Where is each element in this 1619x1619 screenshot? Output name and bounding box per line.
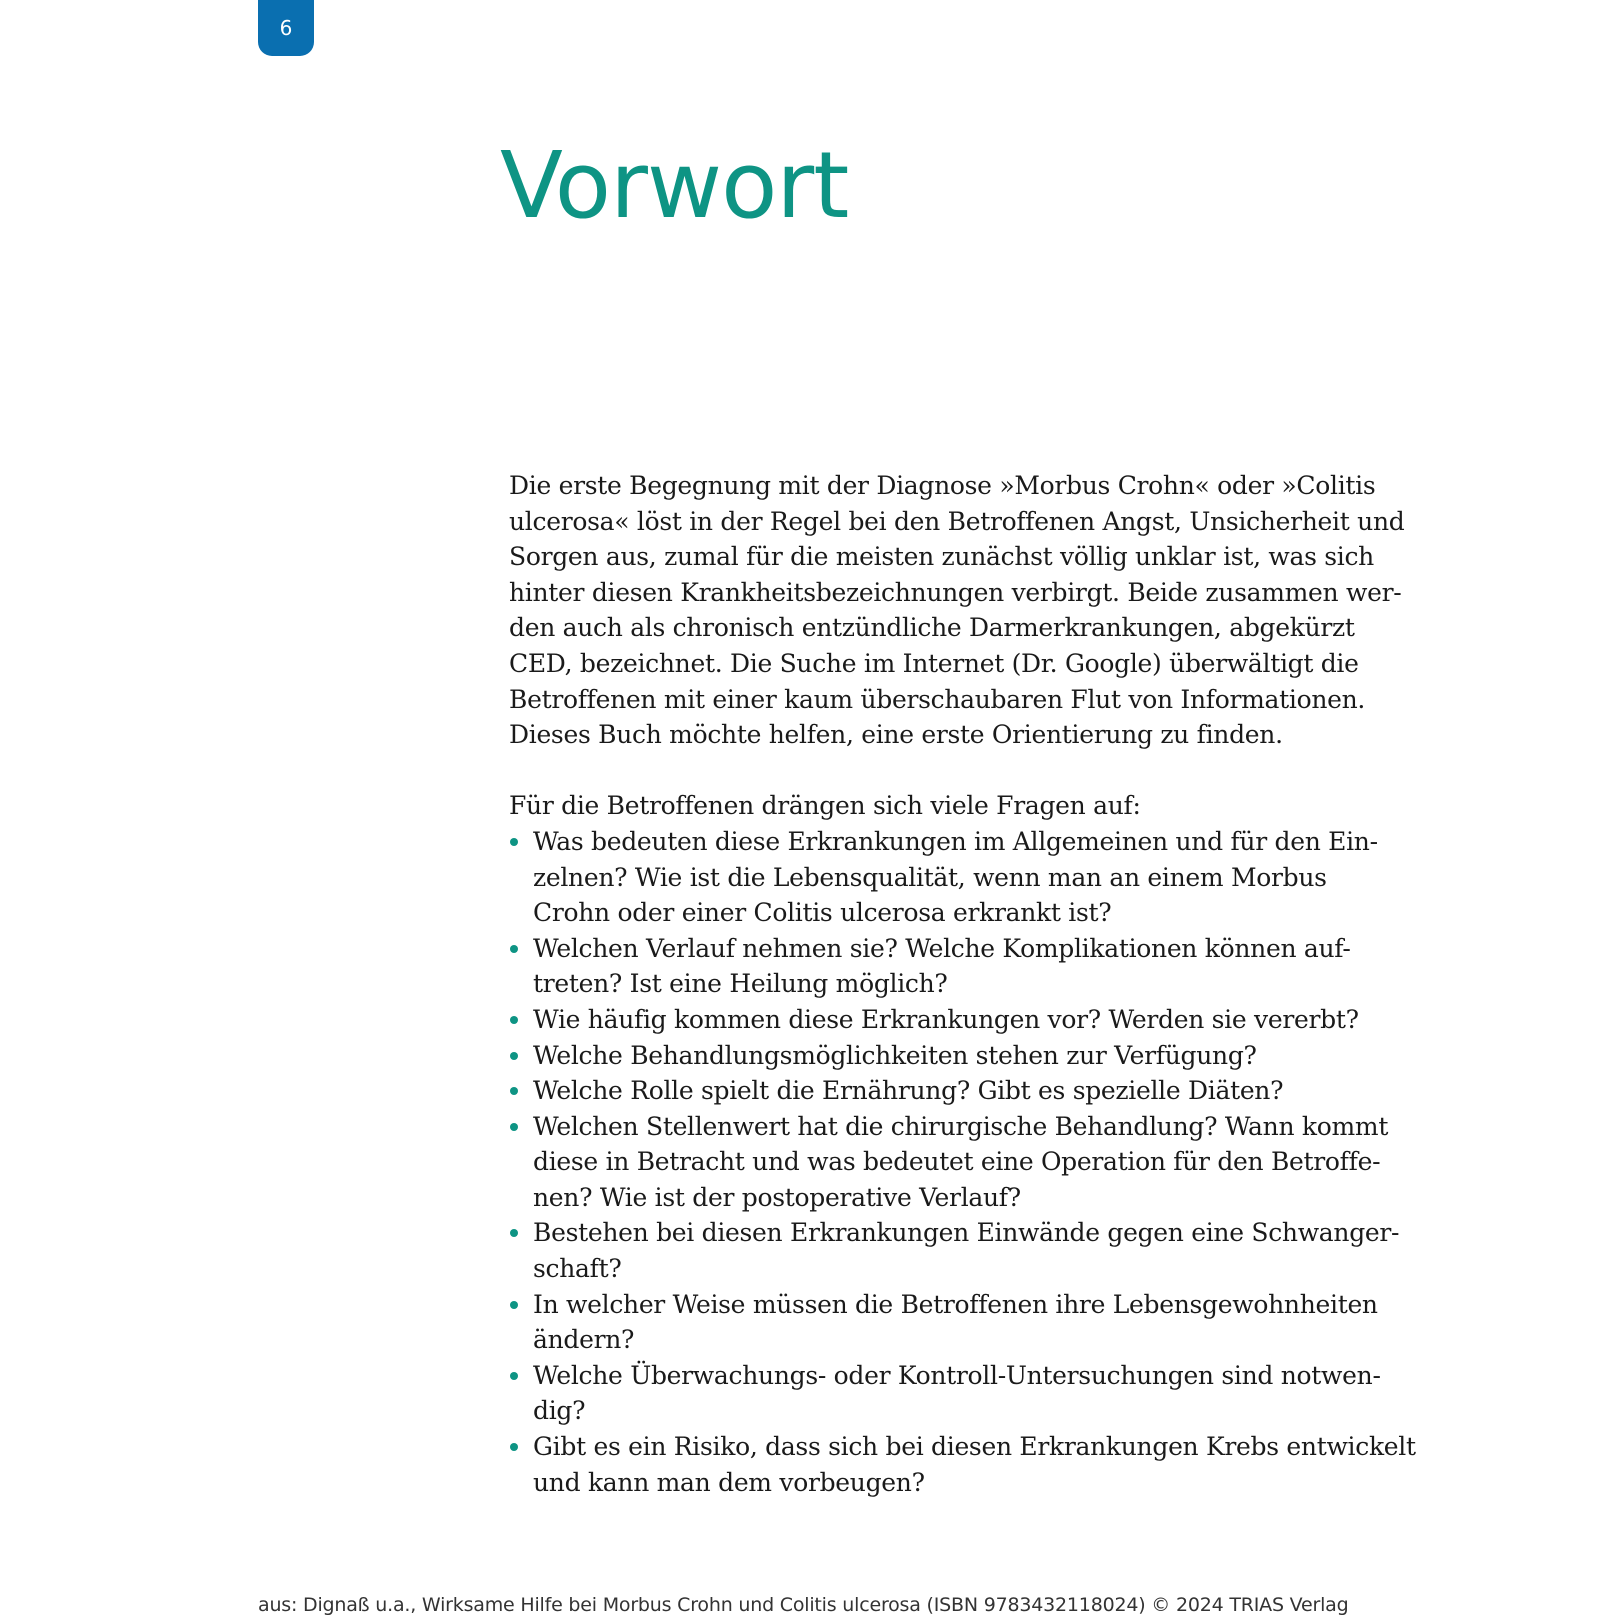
list-item-line: nen? Wie ist der postoperative Verlauf? xyxy=(533,1182,1021,1212)
list-item-line: ändern? xyxy=(533,1325,635,1355)
list-item-line: dig? xyxy=(533,1396,586,1426)
page-title: Vorwort xyxy=(500,132,849,239)
list-item-line: zelnen? Wie ist die Lebensqualität, wenn man an einem Morbus xyxy=(533,862,1327,892)
page-number-tab xyxy=(258,0,314,56)
list-item-line: Was bedeuten diese Erkrankungen im Allgemeinen und für den Ein- xyxy=(533,826,1378,856)
list-item xyxy=(509,824,1378,931)
list-item-line: Gibt es ein Risiko, dass sich bei diesen Erkrankungen Krebs entwickelt xyxy=(533,1432,1416,1462)
intro-paragraph xyxy=(509,468,1405,753)
page-number: 6 xyxy=(279,16,293,40)
list-item xyxy=(509,1038,1339,1074)
list-item-line: Crohn oder einer Colitis ulcerosa erkrankt ist? xyxy=(533,898,1112,928)
intro-line: hinter diesen Krankheitsbezeichnungen verbirgt. Beide zusammen wer- xyxy=(509,577,1402,607)
list-item-line: Welchen Stellenwert hat die chirurgische Behandlung? Wann kommt xyxy=(533,1111,1389,1141)
list-item-line: Bestehen bei diesen Erkrankungen Einwände gegen eine Schwanger- xyxy=(533,1218,1400,1248)
list-item-line: Welche Behandlungsmöglichkeiten stehen zur Verfügung? xyxy=(533,1040,1257,1070)
list-item-line: schaft? xyxy=(533,1254,622,1284)
list-item xyxy=(509,1215,1400,1286)
body-text xyxy=(509,468,1416,1500)
intro-line: Sorgen aus, zumal für die meisten zunächst völlig unklar ist, was sich xyxy=(509,542,1374,572)
intro-line: ulcerosa« löst in der Regel bei den Betroffenen Angst, Unsicherheit und xyxy=(509,506,1405,536)
list-item xyxy=(509,1429,1416,1500)
list-item-line: In welcher Weise müssen die Betroffenen ihre Lebensgewohnheiten xyxy=(533,1289,1378,1319)
list-item-line: diese in Betracht und was bedeutet eine Operation für den Betroffe- xyxy=(533,1147,1381,1177)
list-item-line: Wie häufig kommen diese Erkrankungen vor? Werden sie vererbt? xyxy=(533,1004,1359,1034)
list-item xyxy=(509,1287,1378,1358)
intro-line: den auch als chronisch entzündliche Darmerkrankungen, abgekürzt xyxy=(509,613,1355,643)
list-item-line: und kann man dem vorbeugen? xyxy=(533,1467,925,1497)
source-footer: aus: Dignaß u.a., Wirksame Hilfe bei Morbus Crohn und Colitis ulcerosa (ISBN 9783432118024) © 2024 TRIAS Verlag xyxy=(258,1594,1349,1616)
list-item xyxy=(509,1073,1339,1109)
list-item xyxy=(509,1358,1381,1429)
list-item xyxy=(509,1002,1359,1038)
list-item-line: Welche Überwachungs- oder Kontroll-Untersuchungen sind notwen- xyxy=(533,1360,1381,1390)
questions-lead xyxy=(509,788,1339,824)
intro-line: Betroffenen mit einer kaum überschaubaren Flut von Informationen. xyxy=(509,684,1366,714)
questions-lead-text: Für die Betroffenen drängen sich viele Fragen auf: xyxy=(509,791,1141,821)
questions-list xyxy=(509,824,1416,1500)
intro-line: Dieses Buch möchte helfen, eine erste Orientierung zu finden. xyxy=(509,720,1283,750)
list-item-line: treten? Ist eine Heilung möglich? xyxy=(533,969,948,999)
list-item-line: Welche Rolle spielt die Ernährung? Gibt es spezielle Diäten? xyxy=(533,1076,1284,1106)
list-item-line: Welchen Verlauf nehmen sie? Welche Komplikationen können auf- xyxy=(533,933,1351,963)
list-item xyxy=(509,931,1351,1002)
intro-line: CED, bezeichnet. Die Suche im Internet (Dr. Google) überwältigt die xyxy=(509,648,1359,678)
intro-line: Die erste Begegnung mit der Diagnose »Morbus Crohn« oder »Colitis xyxy=(509,471,1376,500)
list-item xyxy=(509,1109,1389,1216)
